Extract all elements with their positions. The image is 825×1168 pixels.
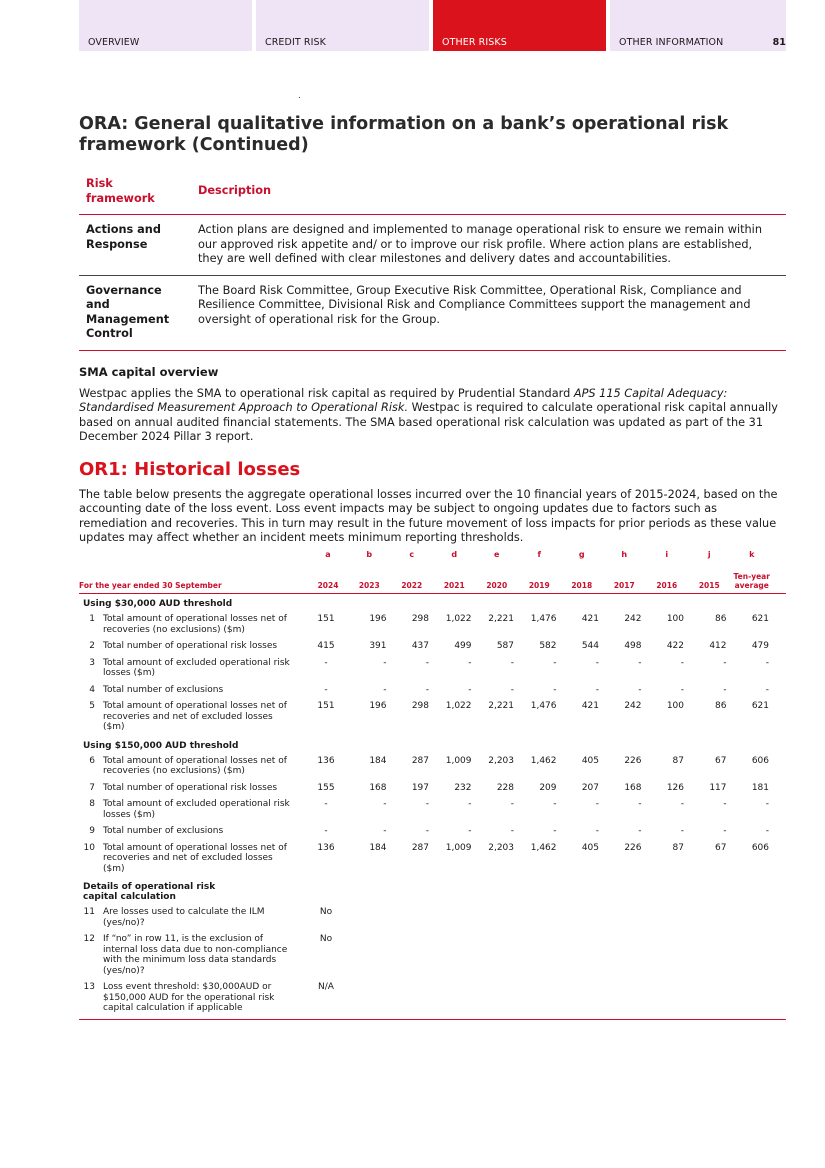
row-label: Total number of exclusions bbox=[103, 684, 224, 695]
row-number: 5 bbox=[89, 701, 95, 711]
value-cell: - bbox=[595, 684, 599, 695]
value-cell: 2,221 bbox=[488, 701, 514, 711]
value-cell: No bbox=[319, 907, 333, 917]
tab-label: CREDIT RISK bbox=[265, 37, 326, 48]
value-cell: 621 bbox=[751, 614, 769, 624]
value-cell: 67 bbox=[715, 842, 727, 853]
table-row bbox=[79, 682, 786, 699]
row-number: 9 bbox=[89, 826, 95, 836]
value-cell: - bbox=[468, 684, 472, 695]
column-years bbox=[79, 568, 786, 594]
value-cell: - bbox=[638, 684, 642, 695]
value-cell: 2,221 bbox=[488, 614, 514, 624]
top-navigation bbox=[79, 0, 786, 51]
sma-heading: SMA capital overview bbox=[79, 364, 219, 379]
value-cell: 421 bbox=[581, 614, 599, 624]
year-label: For the year ended 30 September bbox=[79, 581, 222, 590]
value-cell: 1,462 bbox=[530, 842, 557, 853]
table-row bbox=[79, 796, 786, 823]
column-year: 2019 bbox=[528, 581, 550, 590]
value-cell: - bbox=[723, 657, 727, 668]
value-cell: 87 bbox=[672, 842, 684, 853]
row-label-cell bbox=[79, 658, 308, 679]
value-cell: 437 bbox=[411, 641, 429, 651]
value-cell: 1,009 bbox=[445, 842, 472, 853]
tab-credit-risk[interactable] bbox=[256, 0, 429, 51]
value-cell: - bbox=[468, 826, 472, 836]
value-cell: 405 bbox=[581, 842, 599, 853]
table-row bbox=[79, 215, 786, 276]
row-label: Total number of operational risk losses bbox=[103, 782, 278, 793]
row-number: 2 bbox=[89, 641, 95, 651]
value-cell: - bbox=[468, 799, 472, 809]
value-cell: N/A bbox=[318, 982, 334, 992]
value-cell: - bbox=[510, 799, 514, 809]
value-cell: 242 bbox=[624, 614, 642, 624]
table-row bbox=[79, 931, 786, 979]
value-cell: - bbox=[638, 657, 642, 668]
value-cell: - bbox=[638, 799, 642, 809]
ora-title: ORA: General qualitative information on a bank’s operational risk framework (Continued) bbox=[79, 114, 729, 155]
sma-paragraph bbox=[79, 387, 786, 445]
row-number: 10 bbox=[83, 842, 95, 853]
value-cell: 126 bbox=[666, 782, 684, 793]
row-number: 13 bbox=[83, 982, 95, 992]
table-body bbox=[79, 594, 786, 1017]
row-label-cell bbox=[79, 799, 308, 820]
column-year: 2022 bbox=[401, 581, 423, 590]
page-number: 81 bbox=[772, 37, 786, 48]
column-letter: h bbox=[621, 550, 628, 559]
value-cell: 1,009 bbox=[445, 755, 472, 766]
value-cell: - bbox=[680, 684, 684, 695]
value-cell: 136 bbox=[317, 842, 335, 853]
sma-text: Westpac applies the SMA to operational risk capital as required by Prudential Standard bbox=[79, 386, 574, 400]
value-cell: 287 bbox=[411, 842, 429, 853]
table-row bbox=[79, 698, 786, 736]
row-number: 11 bbox=[83, 907, 95, 917]
row-label-cell bbox=[79, 843, 308, 875]
column-year: Ten-year average bbox=[733, 572, 770, 590]
row-label: Total amount of operational losses net of recoveries and net of excluded losses ($m) bbox=[103, 842, 287, 874]
value-cell: 67 bbox=[715, 755, 727, 766]
group-heading: Details of operational risk capital calculation bbox=[83, 882, 216, 902]
value-cell: - bbox=[553, 826, 557, 836]
value-cell: 86 bbox=[715, 701, 727, 711]
row-label-cell bbox=[79, 614, 308, 635]
row-label: Total amount of excluded operational risk losses ($m) bbox=[103, 799, 290, 820]
value-cell: 151 bbox=[317, 614, 335, 624]
row-label: Total amount of operational losses net of recoveries (no exclusions) ($m) bbox=[103, 614, 287, 635]
value-cell: 1,022 bbox=[445, 701, 472, 711]
value-cell: 287 bbox=[411, 755, 429, 766]
value-cell: 2,203 bbox=[488, 755, 514, 766]
value-cell: - bbox=[425, 826, 429, 836]
value-cell: 232 bbox=[454, 782, 472, 793]
value-cell: - bbox=[383, 684, 387, 695]
row-label: Total amount of operational losses net of recoveries and net of excluded losses ($m) bbox=[103, 701, 287, 732]
value-cell: - bbox=[383, 826, 387, 836]
tab-label: OTHER RISKS bbox=[442, 37, 507, 48]
value-cell: - bbox=[324, 799, 328, 809]
column-year: 2024 bbox=[317, 581, 339, 590]
row-number: 1 bbox=[89, 614, 95, 624]
column-letter: e bbox=[494, 550, 500, 559]
row-description: The Board Risk Committee, Group Executive Risk Committee, Operational Risk, Compliance and Resilience Committee, Divisional Risk and Compliance Committees support the management and oversight of operational risk for the Group. bbox=[191, 275, 786, 350]
stray-dot bbox=[299, 97, 300, 98]
column-letter: g bbox=[578, 550, 585, 559]
column-letter: c bbox=[409, 550, 415, 559]
or1-title: OR1: Historical losses bbox=[79, 458, 301, 480]
value-cell: 415 bbox=[317, 641, 335, 651]
row-label-cell bbox=[79, 982, 308, 1014]
tab-overview[interactable] bbox=[79, 0, 252, 51]
value-cell: 498 bbox=[624, 641, 642, 651]
risk-framework-table bbox=[79, 172, 786, 351]
row-number: 6 bbox=[89, 755, 95, 766]
table-row bbox=[79, 638, 786, 655]
row-label: Total number of exclusions bbox=[103, 826, 224, 836]
value-cell: - bbox=[595, 799, 599, 809]
value-cell: 421 bbox=[581, 701, 599, 711]
row-description: Action plans are designed and implemented to manage operational risk to ensure we remain within our approved risk appetite and/ or to improve our risk profile. Where action plans are established, they are well defined with clear milestones and delivery dates and accountabilities. bbox=[191, 215, 786, 276]
column-letter: a bbox=[325, 550, 331, 559]
row-label: Loss event threshold: $30,000AUD or $150,000 AUD for the operational risk capital calculation if applicable bbox=[103, 982, 275, 1013]
value-cell: - bbox=[553, 799, 557, 809]
table-row bbox=[79, 823, 786, 840]
value-cell: 1,462 bbox=[530, 755, 557, 766]
col-header-risk-framework: Risk framework bbox=[79, 172, 191, 215]
value-cell: 196 bbox=[369, 614, 387, 624]
value-cell: 197 bbox=[411, 782, 429, 793]
row-label-cell bbox=[79, 701, 308, 733]
value-cell: 544 bbox=[581, 641, 599, 651]
row-label-cell bbox=[79, 756, 308, 777]
row-label-cell bbox=[79, 685, 308, 696]
value-cell: - bbox=[595, 657, 599, 668]
value-cell: 100 bbox=[666, 701, 684, 711]
value-cell: - bbox=[324, 657, 328, 668]
value-cell: 242 bbox=[624, 701, 642, 711]
row-number: 8 bbox=[89, 799, 95, 809]
value-cell: 479 bbox=[751, 641, 769, 651]
row-number: 4 bbox=[89, 684, 95, 695]
value-cell: - bbox=[383, 657, 387, 668]
column-letter: b bbox=[366, 550, 373, 559]
value-cell: 168 bbox=[624, 782, 642, 793]
row-label-cell bbox=[79, 641, 308, 652]
value-cell: No bbox=[319, 934, 333, 944]
row-label: Total number of operational risk losses bbox=[103, 641, 278, 651]
value-cell: - bbox=[680, 826, 684, 836]
row-number: 7 bbox=[89, 782, 95, 793]
value-cell: - bbox=[723, 684, 727, 695]
column-year: 2015 bbox=[698, 581, 720, 590]
group-heading: Using $30,000 AUD threshold bbox=[83, 599, 233, 609]
value-cell: 391 bbox=[369, 641, 387, 651]
value-cell: - bbox=[638, 826, 642, 836]
value-cell: - bbox=[383, 799, 387, 809]
value-cell: 606 bbox=[751, 842, 769, 853]
value-cell: - bbox=[324, 826, 328, 836]
value-cell: 405 bbox=[581, 755, 599, 766]
value-cell: 422 bbox=[666, 641, 684, 651]
column-year: 2017 bbox=[613, 581, 635, 590]
tab-other-risks[interactable] bbox=[433, 0, 606, 51]
value-cell: - bbox=[468, 657, 472, 668]
value-cell: 181 bbox=[751, 782, 769, 793]
row-label-cell bbox=[79, 826, 308, 837]
tab-other-information[interactable] bbox=[610, 0, 786, 51]
value-cell: 226 bbox=[624, 755, 642, 766]
column-year: 2016 bbox=[656, 581, 678, 590]
value-cell: 207 bbox=[581, 782, 599, 793]
row-label-cell bbox=[79, 783, 308, 794]
value-cell: 1,476 bbox=[530, 701, 557, 711]
value-cell: 155 bbox=[317, 782, 335, 793]
value-cell: - bbox=[425, 684, 429, 695]
table-row bbox=[79, 979, 786, 1017]
column-year: 2021 bbox=[443, 581, 465, 590]
value-cell: - bbox=[765, 684, 769, 695]
value-cell: 1,022 bbox=[445, 614, 472, 624]
column-year: 2023 bbox=[358, 581, 380, 590]
value-cell: 298 bbox=[411, 701, 429, 711]
value-cell: 298 bbox=[411, 614, 429, 624]
row-label-cell bbox=[79, 907, 308, 928]
value-cell: 168 bbox=[369, 782, 387, 793]
value-cell: - bbox=[680, 657, 684, 668]
value-cell: - bbox=[425, 657, 429, 668]
value-cell: 209 bbox=[539, 782, 557, 793]
value-cell: 100 bbox=[666, 614, 684, 624]
column-letter: f bbox=[537, 550, 541, 559]
value-cell: 151 bbox=[317, 701, 335, 711]
tab-label: OVERVIEW bbox=[88, 37, 140, 48]
value-cell: 587 bbox=[496, 641, 514, 651]
table-end-rule bbox=[79, 1019, 786, 1020]
column-letter: k bbox=[749, 550, 755, 559]
sma-standard-title: APS 115 Capital Adequacy: Standardised Measurement Approach to Operational Risk. bbox=[79, 386, 728, 414]
table-row bbox=[79, 780, 786, 797]
column-letter: d bbox=[451, 550, 458, 559]
row-label: Are losses used to calculate the ILM (yes/no)? bbox=[103, 907, 265, 928]
group-heading: Using $150,000 AUD threshold bbox=[83, 740, 239, 751]
value-cell: - bbox=[553, 657, 557, 668]
value-cell: - bbox=[510, 684, 514, 695]
row-number: 3 bbox=[89, 657, 95, 668]
row-label: If “no” in row 11, is the exclusion of internal loss data due to non-compliance with the minimum loss data standards (yes/no)? bbox=[103, 934, 288, 976]
value-cell: 86 bbox=[715, 614, 727, 624]
value-cell: - bbox=[510, 657, 514, 668]
value-cell: 2,203 bbox=[488, 842, 514, 853]
value-cell: 196 bbox=[369, 701, 387, 711]
value-cell: - bbox=[765, 657, 769, 668]
column-letter: j bbox=[707, 550, 711, 559]
value-cell: 606 bbox=[751, 755, 769, 766]
col-header-description: Description bbox=[191, 172, 786, 215]
value-cell: 87 bbox=[672, 755, 684, 766]
sma-text: Westpac is required to calculate operational risk capital annually based on annual audited financial statements. The SMA based operational risk calculation was updated as part of the 31 December 2024 Pillar 3 report. bbox=[79, 401, 778, 443]
value-cell: 582 bbox=[539, 641, 557, 651]
value-cell: - bbox=[324, 684, 328, 695]
value-cell: - bbox=[510, 826, 514, 836]
value-cell: 621 bbox=[751, 701, 769, 711]
historical-losses-table bbox=[79, 550, 786, 1020]
value-cell: 184 bbox=[369, 755, 387, 766]
tab-label: OTHER INFORMATION bbox=[619, 37, 724, 48]
row-key: Governance and Management Control bbox=[79, 275, 191, 350]
table-row bbox=[79, 611, 786, 638]
row-label-cell bbox=[79, 934, 308, 976]
column-letters bbox=[79, 550, 786, 568]
value-cell: - bbox=[765, 826, 769, 836]
table-row bbox=[79, 753, 786, 780]
value-cell: 412 bbox=[709, 641, 727, 651]
value-cell: - bbox=[595, 826, 599, 836]
table-row bbox=[79, 275, 786, 350]
table-row bbox=[79, 655, 786, 682]
value-cell: 184 bbox=[369, 842, 387, 853]
value-cell: - bbox=[765, 799, 769, 809]
row-label: Total amount of excluded operational risk losses ($m) bbox=[103, 657, 290, 678]
value-cell: - bbox=[680, 799, 684, 809]
column-year: 2018 bbox=[571, 581, 593, 590]
value-cell: 226 bbox=[624, 842, 642, 853]
or1-intro: The table below presents the aggregate operational losses incurred over the 10 financial years of 2015-2024, based on the accounting date of the loss event. Loss event impacts may be subject to ongoing updates due to factors such as remediation and recoveries. This in turn may result in the future movement of loss impacts for prior periods as these value updates may affect whether an incident meets minimum reporting thresholds. bbox=[79, 487, 778, 544]
table-row bbox=[79, 904, 786, 931]
column-year: 2020 bbox=[486, 581, 508, 590]
value-cell: 228 bbox=[496, 782, 514, 793]
value-cell: 117 bbox=[709, 782, 727, 793]
value-cell: 499 bbox=[454, 641, 472, 651]
row-label: Total amount of operational losses net of recoveries (no exclusions) ($m) bbox=[103, 755, 287, 776]
value-cell: 136 bbox=[317, 755, 335, 766]
table-row bbox=[79, 840, 786, 878]
value-cell: - bbox=[553, 684, 557, 695]
value-cell: - bbox=[723, 799, 727, 809]
row-number: 12 bbox=[83, 934, 95, 944]
ora-section bbox=[79, 114, 786, 546]
column-letter: i bbox=[665, 550, 669, 559]
value-cell: - bbox=[723, 826, 727, 836]
value-cell: 1,476 bbox=[530, 614, 557, 624]
row-key: Actions and Response bbox=[79, 215, 191, 276]
value-cell: - bbox=[425, 799, 429, 809]
